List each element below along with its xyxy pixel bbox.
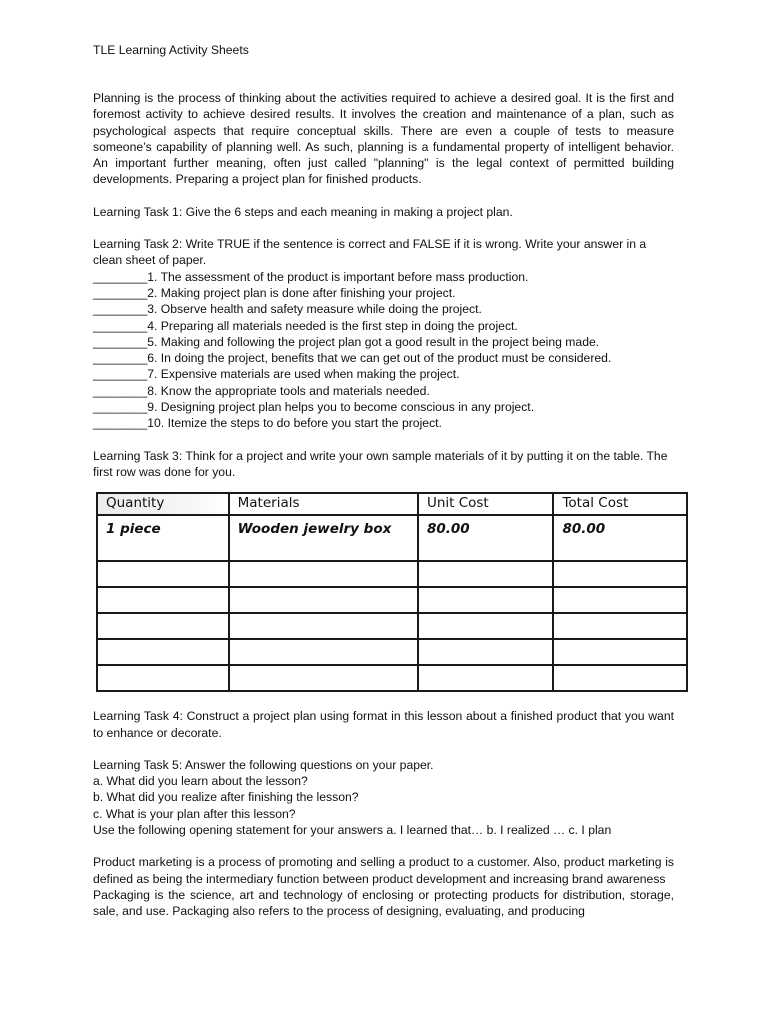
table-header-row: [97, 493, 687, 515]
header-quantity: Quantity: [97, 493, 229, 515]
task2-item: [93, 334, 674, 350]
cell-unit-cost: 80.00: [418, 515, 554, 561]
empty-cell[interactable]: [553, 665, 687, 691]
task2-instruction: Learning Task 2: Write TRUE if the sentence is correct and FALSE if it is wrong. Write your answer in a clean sheet of paper.: [93, 237, 647, 268]
task5-question-b: b. What did you realize after finishing the lesson?: [93, 790, 359, 805]
empty-cell[interactable]: [553, 587, 687, 613]
empty-cell[interactable]: [418, 587, 554, 613]
task2-item-text: 9. Designing project plan helps you to become conscious in any project.: [147, 400, 535, 415]
table-row: [97, 515, 687, 561]
task2-item-text: 4. Preparing all materials needed is the first step in doing the project.: [147, 318, 518, 333]
task2-item: [93, 285, 674, 301]
empty-cell[interactable]: [418, 561, 554, 587]
task2-item-text: 3. Observe health and safety measure while doing the project.: [147, 302, 482, 317]
cell-quantity: 1 piece: [97, 515, 229, 561]
answer-blank: ________: [93, 400, 148, 415]
empty-cell[interactable]: [229, 639, 418, 665]
intro-paragraph: Planning is the process of thinking about the activities required to achieve a desired goal. It is the first and foremost activity to achieve desired results. It involves the creation and maintenance of a plan, such as psychological aspects that require conceptual skills. There are even a couple of tests to measure someone’s capability of planning well. As such, planning is a fundamental property of intelligent behavior. An important further meaning, often just called "planning" is the legal context of permitted building developments. Preparing a project plan for finished products.: [93, 91, 674, 187]
empty-cell[interactable]: [418, 665, 554, 691]
task2-item-text: 10. Itemize the steps to do before you start the project.: [147, 416, 442, 431]
empty-cell[interactable]: [97, 639, 229, 665]
header-materials: Materials: [229, 493, 418, 515]
task2-item-text: 2. Making project plan is done after finishing your project.: [147, 285, 456, 300]
task4-text: Learning Task 4: Construct a project plan using format in this lesson about a finished product that you want to enhance or decorate.: [93, 709, 674, 740]
task2-item: [93, 399, 674, 415]
task5-closing: Use the following opening statement for your answers a. I learned that… b. I realized … c. I plan: [93, 823, 612, 838]
header-total-cost: Total Cost: [553, 493, 687, 515]
empty-cell[interactable]: [229, 665, 418, 691]
answer-blank: ________: [93, 351, 148, 366]
task2-item: [93, 415, 674, 431]
task2-item: [93, 366, 674, 382]
task2-item: [93, 383, 674, 399]
empty-cell[interactable]: [418, 639, 554, 665]
answer-blank: ________: [93, 269, 148, 284]
empty-table-row: [97, 587, 687, 613]
empty-table-row: [97, 561, 687, 587]
product-marketing-paragraph: Product marketing is a process of promoting and selling a product to a customer. Also, product marketing is defined as being the intermediary function between product development and increasing brand awareness: [93, 855, 674, 886]
task2-item-text: 5. Making and following the project plan got a good result in the project being made.: [147, 334, 600, 349]
task2-item: [93, 269, 674, 285]
empty-cell[interactable]: [418, 613, 554, 639]
task2-item: [93, 318, 674, 334]
cell-total-cost: 80.00: [553, 515, 687, 561]
answer-blank: ________: [93, 302, 148, 317]
empty-cell[interactable]: [229, 561, 418, 587]
cell-materials: Wooden jewelry box: [229, 515, 418, 561]
task5-question-c: c. What is your plan after this lesson?: [93, 806, 296, 821]
task3-instruction: Learning Task 3: Think for a project and write your own sample materials of it by putting it on the table. The first row was done for you.: [93, 448, 668, 479]
empty-cell[interactable]: [97, 665, 229, 691]
task5-title: Learning Task 5: Answer the following questions on your paper.: [93, 757, 434, 772]
empty-cell[interactable]: [553, 613, 687, 639]
answer-blank: ________: [93, 318, 148, 333]
empty-table-row: [97, 613, 687, 639]
empty-table-row: [97, 639, 687, 665]
task2-item-text: 6. In doing the project, benefits that we can get out of the product must be considered.: [147, 351, 612, 366]
empty-cell[interactable]: [97, 587, 229, 613]
answer-blank: ________: [93, 416, 148, 431]
packaging-paragraph: Packaging is the science, art and technology of enclosing or protecting products for distribution, storage, sale, and use. Packaging also refers to the process of designing, evaluating, and producing: [93, 887, 674, 919]
task2-list: [93, 269, 674, 432]
task2-item: [93, 301, 674, 317]
empty-cell[interactable]: [97, 561, 229, 587]
task2-item-text: 7. Expensive materials are used when making the project.: [147, 367, 460, 382]
empty-cell[interactable]: [229, 613, 418, 639]
answer-blank: ________: [93, 285, 148, 300]
task2-item-text: 8. Know the appropriate tools and materials needed.: [147, 383, 430, 398]
task2-item-text: 1. The assessment of the product is important before mass production.: [147, 269, 529, 284]
document-title: TLE Learning Activity Sheets: [93, 43, 249, 57]
empty-cell[interactable]: [229, 587, 418, 613]
task2-item: [93, 350, 674, 366]
task1-text: Learning Task 1: Give the 6 steps and each meaning in making a project plan.: [93, 204, 513, 219]
answer-blank: ________: [93, 334, 148, 349]
header-unit-cost: Unit Cost: [418, 493, 554, 515]
task5-question-a: a. What did you learn about the lesson?: [93, 774, 308, 789]
answer-blank: ________: [93, 383, 148, 398]
materials-table: [96, 492, 688, 692]
empty-cell[interactable]: [97, 613, 229, 639]
answer-blank: ________: [93, 367, 148, 382]
empty-cell[interactable]: [553, 561, 687, 587]
empty-table-row: [97, 665, 687, 691]
empty-cell[interactable]: [553, 639, 687, 665]
